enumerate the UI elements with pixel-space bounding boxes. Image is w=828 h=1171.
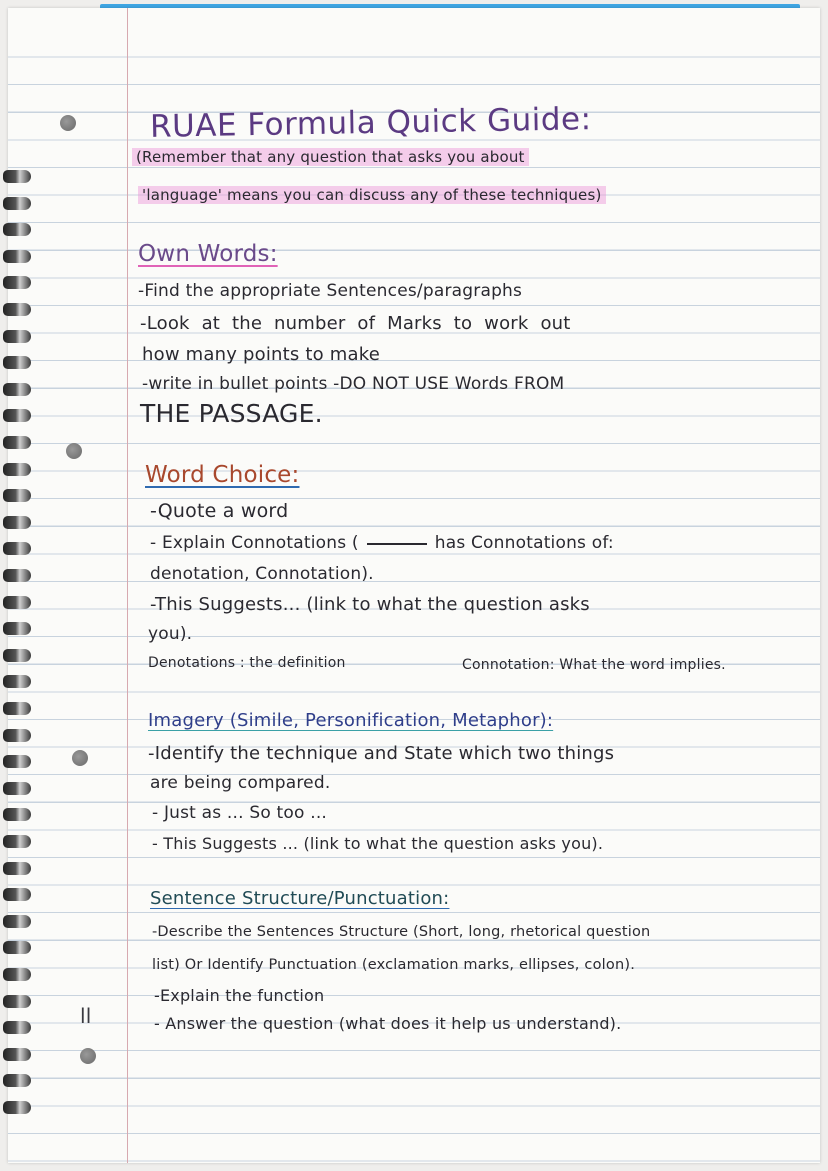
spiral-ring xyxy=(3,383,31,396)
spiral-ring xyxy=(3,888,31,901)
spiral-ring xyxy=(3,649,31,662)
intro-line-1: (Remember that any question that asks you about xyxy=(132,150,529,165)
own-words-line: -write in bullet points -DO NOT USE Words FROM xyxy=(142,374,565,394)
word-choice-line: - Explain Connotations ( has Connotations of: xyxy=(150,533,614,553)
fill-in-blank xyxy=(367,543,427,545)
intro-line-2: 'language' means you can discuss any of these techniques) xyxy=(138,188,606,203)
spiral-ring xyxy=(3,197,31,210)
spiral-ring xyxy=(3,995,31,1008)
punch-hole xyxy=(72,750,88,766)
spiral-ring xyxy=(3,702,31,715)
imagery-line: - Just as ... So too ... xyxy=(152,803,328,823)
punch-hole xyxy=(60,115,76,131)
spiral-ring xyxy=(3,1074,31,1087)
spiral-ring xyxy=(3,915,31,928)
heading-word-choice: Word Choice: xyxy=(145,462,300,488)
spiral-ring xyxy=(3,569,31,582)
spiral-ring xyxy=(3,782,31,795)
word-choice-line: denotation, Connotation). xyxy=(150,564,374,584)
sentence-structure-line: list) Or Identify Punctuation (exclamation marks, ellipses, colon). xyxy=(152,957,636,973)
spiral-ring xyxy=(3,170,31,183)
margin-line xyxy=(127,8,128,1163)
spiral-ring xyxy=(3,729,31,742)
spiral-ring xyxy=(3,862,31,875)
own-words-caps: THE PASSAGE. xyxy=(140,399,323,428)
spiral-ring xyxy=(3,223,31,236)
punch-hole xyxy=(80,1048,96,1064)
denotations-note: Denotations : the definition xyxy=(148,655,346,671)
word-choice-line: -Quote a word xyxy=(150,500,289,522)
imagery-line: - This Suggests ... (link to what the question asks you). xyxy=(152,834,604,853)
heading-imagery: Imagery (Simile, Personification, Metaphor): xyxy=(148,710,554,731)
spiral-ring xyxy=(3,808,31,821)
spiral-ring xyxy=(3,250,31,263)
sentence-structure-line: - Answer the question (what does it help us understand). xyxy=(154,1014,622,1033)
spiral-ring xyxy=(3,941,31,954)
punch-hole xyxy=(66,443,82,459)
spiral-ring xyxy=(3,489,31,502)
spiral-ring xyxy=(3,1101,31,1114)
page-title: RUAE Formula Quick Guide: xyxy=(149,101,592,145)
sentence-structure-line: -Explain the function xyxy=(154,986,325,1005)
spiral-ring xyxy=(3,276,31,289)
spiral-ring xyxy=(3,596,31,609)
own-words-line: how many points to make xyxy=(142,344,381,365)
spiral-ring xyxy=(3,622,31,635)
spiral-ring xyxy=(3,835,31,848)
spiral-ring xyxy=(3,356,31,369)
spiral-ring xyxy=(3,1021,31,1034)
word-choice-line: -This Suggests... (link to what the question asks xyxy=(150,594,590,615)
spiral-ring xyxy=(3,303,31,316)
spiral-binding xyxy=(0,170,40,1130)
spiral-ring xyxy=(3,516,31,529)
connotation-note: Connotation: What the word implies. xyxy=(462,657,726,673)
heading-own-words: Own Words: xyxy=(138,241,278,267)
spiral-ring xyxy=(3,330,31,343)
word-choice-line: you). xyxy=(148,624,193,644)
imagery-line: are being compared. xyxy=(150,773,331,793)
spiral-ring xyxy=(3,463,31,476)
spiral-ring xyxy=(3,675,31,688)
heading-sentence-structure: Sentence Structure/Punctuation: xyxy=(150,888,450,909)
margin-scribble: ll xyxy=(80,1004,92,1028)
notebook-page xyxy=(8,8,820,1163)
own-words-line: -Find the appropriate Sentences/paragraphs xyxy=(138,281,523,301)
spiral-ring xyxy=(3,755,31,768)
spiral-ring xyxy=(3,1048,31,1061)
spiral-ring xyxy=(3,409,31,422)
spiral-ring xyxy=(3,542,31,555)
imagery-line: -Identify the technique and State which two things xyxy=(148,743,615,764)
own-words-line: -Look at the number of Marks to work out xyxy=(140,313,571,334)
spiral-ring xyxy=(3,968,31,981)
sentence-structure-line: -Describe the Sentences Structure (Short, long, rhetorical question xyxy=(152,924,651,940)
spiral-ring xyxy=(3,436,31,449)
